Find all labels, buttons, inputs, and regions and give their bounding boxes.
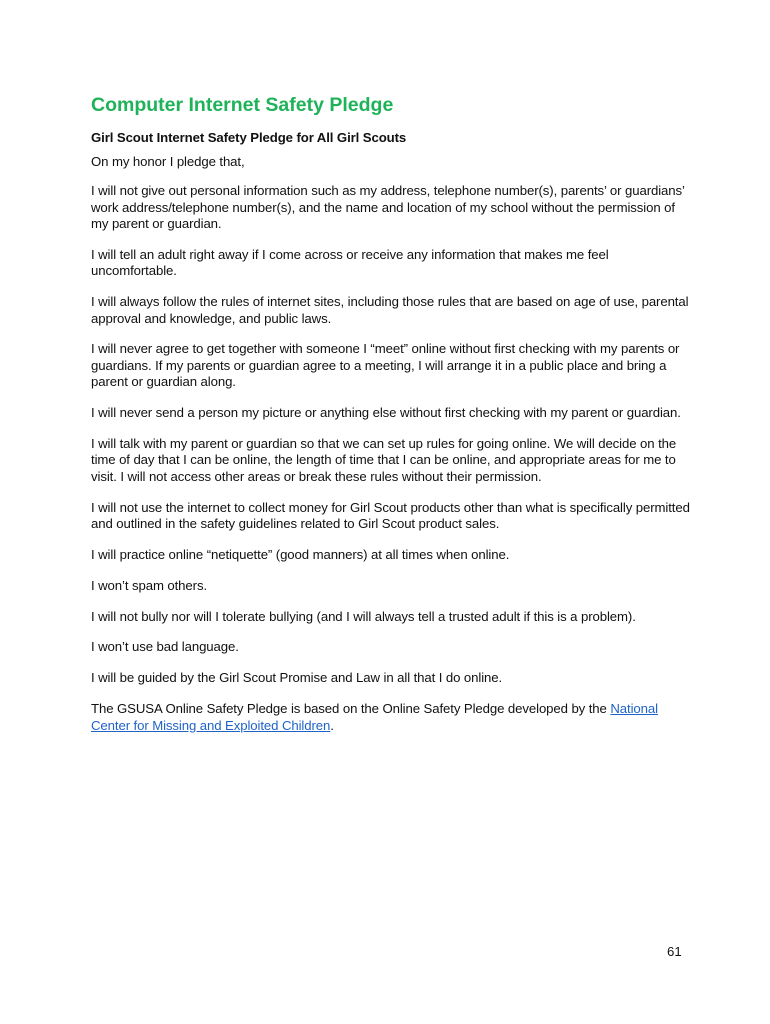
- pledge-item: I will practice online “netiquette” (good manners) at all times when online.: [91, 547, 510, 563]
- closing-paragraph: [91, 701, 691, 734]
- pledge-list: [91, 183, 691, 687]
- closing-period: .: [330, 717, 334, 733]
- pledge-item: I will always follow the rules of internet sites, including those rules that are based on age of use, parental approval and knowledge, and public laws.: [91, 294, 689, 326]
- page-number: 61: [667, 944, 682, 959]
- pledge-item: I won’t spam others.: [91, 577, 208, 593]
- pledge-item: I will not give out personal information such as my address, telephone number(s), parents’ or guardians’ work address/telephone number(s), and the name and location of my school without the permission of my parent or guardian.: [91, 183, 685, 231]
- intro-paragraph: On my honor I pledge that,: [91, 154, 245, 169]
- pledge-item: I will never send a person my picture or anything else without first checking with my parent or guardian.: [91, 405, 681, 421]
- pledge-item: I will tell an adult right away if I come across or receive any information that makes me feel uncomfortable.: [91, 246, 609, 279]
- pledge-item: I will never agree to get together with someone I “meet” online without first checking with my parents or guardians. If my parents or guardian agree to a meeting, I will arrange it in a public place and bring a parent or guardian along.: [91, 341, 680, 390]
- pledge-item: I will be guided by the Girl Scout Promise and Law in all that I do online.: [91, 670, 503, 686]
- page-subtitle: Girl Scout Internet Safety Pledge for All Girl Scouts: [91, 130, 407, 145]
- document-page: [91, 92, 691, 748]
- pledge-item: I will not bully nor will I tolerate bullying (and I will always tell a trusted adult if this is a problem).: [91, 608, 636, 624]
- pledge-item: I won’t use bad language.: [91, 639, 239, 655]
- closing-text: The GSUSA Online Safety Pledge is based on the Online Safety Pledge developed by the: [91, 701, 611, 717]
- page-title: Computer Internet Safety Pledge: [91, 94, 394, 116]
- pledge-item: I will talk with my parent or guardian so that we can set up rules for going online. We will decide on the time of day that I can be online, the length of time that I can be online, and appropriate areas for me to visit. I will not access other areas or break these rules without their permission.: [91, 435, 677, 484]
- pledge-item: I will not use the internet to collect money for Girl Scout products other than what is specifically permitted and outlined in the safety guidelines related to Girl Scout product sales.: [91, 499, 690, 532]
- ncmec-link[interactable]: National Center for Missing and Exploited Children: [91, 701, 658, 733]
